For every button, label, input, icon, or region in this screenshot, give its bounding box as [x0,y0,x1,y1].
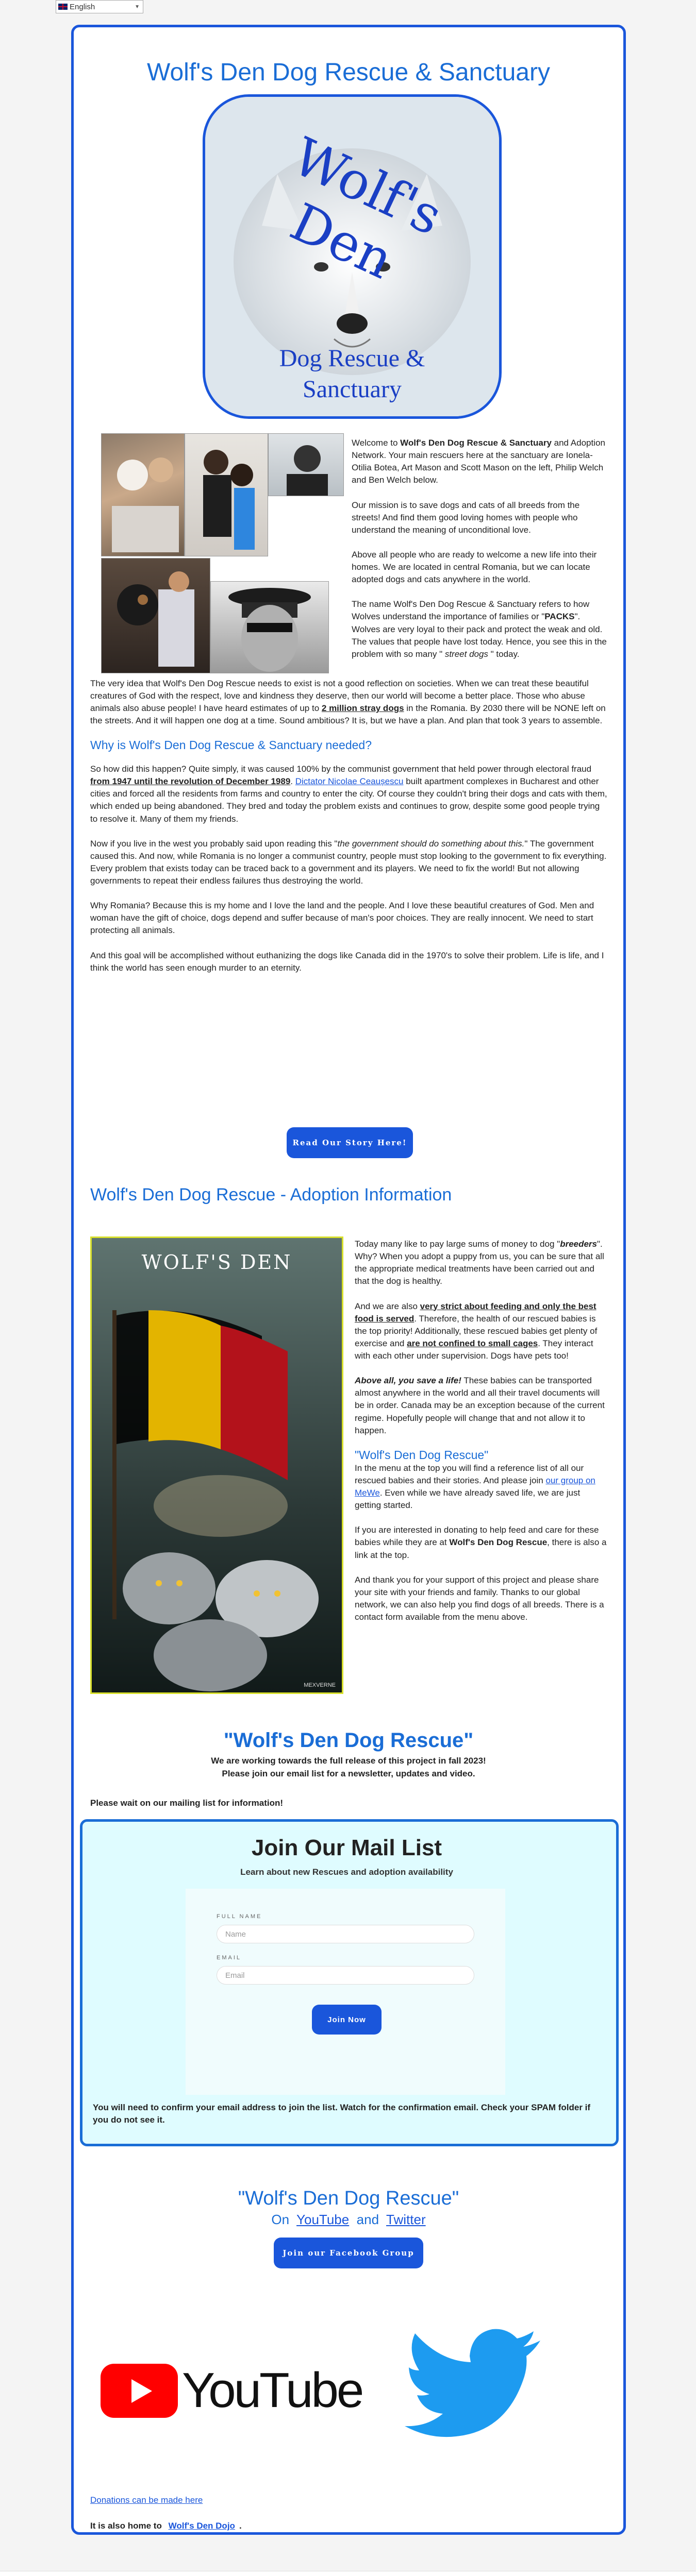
read-our-story-button[interactable]: Read Our Story Here! [287,1127,413,1158]
adoption-paragraph-5: If you are interested in donating to help feed and care for these babies while they are at Wolf's Den Dog Rescue, there is also a link at the top. [355,1525,607,1560]
poster-signature: MEXVERNE [304,1682,336,1688]
rescuer-photo-3 [268,433,344,496]
rescuer-photo-4 [101,558,210,673]
adoption-paragraph-2: And we are also very strict about feeding and only the best food is served. Therefore, the health of our rescued babies is the top priority! Additionally, these rescued babies get plenty of exercise and are not confined to small cages. They interact with each other under supervision. Dogs have pets too! [355,1301,598,1361]
why-paragraph-2: Now if you live in the west you probably said upon reading this "the government should do something about this." The government caused this. And now, while Romania is no longer a communist country, people must stop looking to the government to fix everything. Every problem that exists today can be traced back to a government and its players. We need to fix the world! But not allowing governments to repeat their endless failures thus destroying the world. [90,838,607,886]
release-line-1: We are working towards the full release of this project in fall 2023! [211,1756,486,1766]
why-paragraph-1: So how did this happen? Quite simply, it was caused 100% by the communist government that held power through electoral fraud from 1947 until the revolution of December 1989. Dictator Nicolae Ceaușescu built apartment complexes in Bucharest and other cities and forced all the residents from farms and country to enter the city. Of course they couldn't bring their dogs and cats with them, which ended up being abandoned. They bred and today the problem exists and continues to grow, despite some good people trying to resolve it. Many of them my friends. [90,764,607,824]
rescuer-photo-1 [101,433,185,556]
mail-form-area [186,1889,505,2095]
language-selected: English [70,2,95,11]
social-heading: "Wolf's Den Dog Rescue" [238,2188,459,2209]
email-input[interactable]: Email [217,1966,474,1985]
intro-paragraph-3: Above all people who are ready to welcome a new life into their homes. We are located in central Romania, but we can locate adopted dogs and cats anywhere in the world. [352,549,597,585]
mail-confirm-note: You will need to confirm your email address to join the list. Watch for the confirmation email. Check your SPAM folder if you do not see it. [93,2103,591,2125]
why-heading: Why is Wolf's Den Dog Rescue & Sanctuary needed? [90,738,372,752]
social-links-line: On YouTube and Twitter [271,2212,426,2227]
main-content-frame [71,25,626,2535]
youtube-link[interactable]: YouTube [296,2212,350,2227]
adoption-paragraph-4: In the menu at the top you will find a reference list of all our rescued babies and their stories. And please join our group on MeWe. Even while we have already saved life, we are just getting started. [355,1463,595,1511]
release-heading: "Wolf's Den Dog Rescue" [223,1729,474,1752]
rescuer-photo-2 [185,433,268,556]
dictator-link[interactable]: Dictator Nicolae Ceaușescu [295,776,404,787]
name-label: FULL NAME [217,1913,262,1920]
wolf-flag-poster-art [92,1238,342,1692]
logo-subtitle-line1: Dog Rescue & [279,345,425,372]
email-label: EMAIL [217,1955,242,1961]
intro-paragraph-5: The very idea that Wolf's Den Dog Rescue needs to exist is not a good reflection on societies. When we can treat these beautiful creatures of God with the respect, love and kindness they deserve, then our world will become a better place. Those who abuse animals also abuse people! I have heard estimates of up to 2 million stray dogs in the Romania. By 2030 there will be NONE left on the streets. And it will happen one dog at a time. Sound ambitious? It is, but we have a plan. And plan that took 3 years to assemble. [90,679,606,726]
adoption-heading: Wolf's Den Dog Rescue - Adoption Information [90,1185,452,1205]
join-now-button[interactable]: Join Now [312,2005,382,2035]
chevron-down-icon: ▼ [135,4,140,10]
donations-link[interactable]: Donations can be made here [90,2495,203,2505]
mailing-wait-text: Please wait on our mailing list for information! [90,1798,284,1808]
release-line-2: Please join our email list for a newsletter, updates and video. [222,1769,475,1778]
youtube-wordmark: YouTube [182,2363,362,2418]
why-paragraph-4: And this goal will be accomplished without euthanizing the dogs like Canada did in the 1970's to solve their problem. Life is life, and I think the world has seen enough murder to an eternity. [90,950,604,973]
dojo-link[interactable]: Wolf's Den Dojo [168,2521,235,2531]
twitter-link[interactable]: Twitter [386,2212,426,2227]
name-input[interactable]: Name [217,1925,474,1943]
mail-list-subtitle: Learn about new Rescues and adoption availability [240,1867,453,1877]
why-paragraph-3: Why Romania? Because this is my home and I love the land and the people. And I love these beautiful creatures of God. Men and woman have the gift of choice, dogs depend and suffer because of man's poor choices. They are really innocent. We need to start protecting all animals. [90,901,594,936]
mewe-group-link[interactable]: our group on MeWe [355,1475,595,1498]
adoption-subheading: "Wolf's Den Dog Rescue" [355,1448,489,1462]
adoption-paragraph-3: Above all, you save a life! These babies can be transported almost anywhere in the world and all their travel documents will be in order. Canada may be an exception because of the current regime. Hopefully people will change that and not allow it to happen. [355,1376,605,1435]
mail-list-title: Join Our Mail List [251,1835,442,1860]
mail-list-signup-box [80,1819,619,2146]
youtube-play-icon [101,2364,178,2420]
poster-title: WOLF'S DEN [141,1251,292,1274]
wolf-flag-poster [90,1236,343,1694]
intro-paragraph-4: The name Wolf's Den Dog Rescue & Sanctuary refers to how Wolves understand the importance of families or "PACKS". Wolves are very loyal to their pack and protect the weak and old. The values that people have lost today. Hence, you see this in the problem with so many " street dogs " today. [352,599,607,659]
logo-title-text: Wolf's Den [281,126,452,291]
dojo-line: It is also home to Wolf's Den Dojo . [90,2521,242,2531]
intro-paragraph-2: Our mission is to save dogs and cats of all breeds from the streets! And find them good loving homes with people who understand the meaning of unconditional love. [352,500,580,535]
join-facebook-group-button[interactable]: Join our Facebook Group [274,2238,423,2268]
twitter-bird-icon[interactable] [404,2325,543,2441]
site-logo [203,94,502,419]
adoption-paragraph-6: And thank you for your support of this project and please share your site with your friends and family. Thanks to our global network, we can also help you find dogs of all breeds. There is a contact form available from the menu above. [355,1574,604,1622]
youtube-logo[interactable] [90,2356,362,2428]
adoption-paragraph-1: Today many like to pay large sums of money to dog "breeders". Why? When you adopt a puppy from us, you can be sure that all the appropriate medical treatments have been carried out and that the dog is healthy. [355,1239,604,1286]
page-title: Wolf's Den Dog Rescue & Sanctuary [147,59,550,86]
logo-subtitle-line2: Sanctuary [303,376,402,403]
cookie-banner [0,2571,696,2576]
intro-paragraph-1: Welcome to Wolf's Den Dog Rescue & Sanctuary and Adoption Network. Your main rescuers here at the sanctuary are Ionela-Otilia Botea, Art Mason and Scott Mason on the left, Philip Welch and Ben Welch below. [352,438,605,485]
language-selector[interactable] [56,0,143,13]
rescuer-photo-5 [210,581,329,673]
uk-flag-icon [58,4,68,10]
